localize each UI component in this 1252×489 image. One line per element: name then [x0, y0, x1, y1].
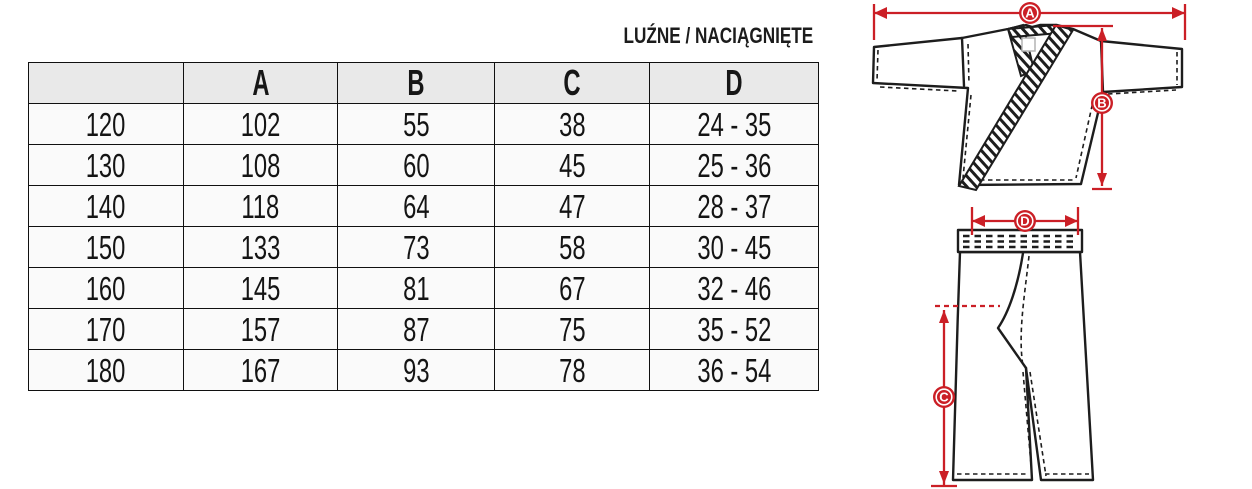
measure-a-label: A [1025, 5, 1035, 21]
cell-b: 73 [338, 227, 495, 268]
arrow-up-icon [939, 310, 949, 323]
size-table-header [29, 63, 819, 104]
cell-a: 102 [184, 104, 338, 145]
cell-b: 55 [338, 104, 495, 145]
jacket-diagram [873, 2, 1185, 190]
cell-b: 81 [338, 268, 495, 309]
cell-c: 47 [495, 186, 650, 227]
measure-b-label: B [1097, 95, 1107, 111]
measurement-diagram [860, 0, 1252, 489]
cell-c: 38 [495, 104, 650, 145]
header-cell-c: C [495, 63, 650, 104]
table-row [29, 350, 819, 391]
cell-b: 60 [338, 145, 495, 186]
table-row [29, 145, 819, 186]
cell-b: 93 [338, 350, 495, 391]
header-cell-d: D [650, 63, 819, 104]
cell-a: 157 [184, 309, 338, 350]
cell-d: 35 - 52 [650, 309, 819, 350]
measure-c-label: C [939, 389, 949, 405]
cell-size: 180 [29, 350, 184, 391]
cell-d: 28 - 37 [650, 186, 819, 227]
pants-outline [953, 252, 1093, 480]
arrow-up-icon [1097, 28, 1107, 41]
measure-badge-a [1019, 2, 1041, 24]
cell-b: 87 [338, 309, 495, 350]
cell-c: 58 [495, 227, 650, 268]
table-row [29, 268, 819, 309]
cell-size: 170 [29, 309, 184, 350]
table-row [29, 227, 819, 268]
arrow-down-icon [1097, 173, 1107, 186]
cell-a: 167 [184, 350, 338, 391]
header-cell-b: B [338, 63, 495, 104]
cell-c: 45 [495, 145, 650, 186]
cell-d: 25 - 36 [650, 145, 819, 186]
measure-badge-b [1091, 92, 1113, 114]
measure-badge-c [933, 386, 955, 408]
arrow-right-icon [1065, 215, 1078, 227]
size-table-body [29, 104, 819, 391]
measure-badge-d [1014, 210, 1036, 232]
cell-d: 32 - 46 [650, 268, 819, 309]
cell-d: 24 - 35 [650, 104, 819, 145]
header-row [29, 63, 819, 104]
cell-b: 64 [338, 186, 495, 227]
fit-note-text: LUŹNE / NACIĄGNIĘTE [623, 23, 813, 48]
neck-tag [1022, 38, 1035, 51]
cell-size: 160 [29, 268, 184, 309]
measure-d-label: D [1020, 213, 1030, 229]
cell-c: 67 [495, 268, 650, 309]
cell-c: 75 [495, 309, 650, 350]
cell-a: 108 [184, 145, 338, 186]
cell-a: 145 [184, 268, 338, 309]
header-cell-size [29, 63, 184, 104]
cell-size: 130 [29, 145, 184, 186]
cell-size: 150 [29, 227, 184, 268]
arrow-left-icon [972, 215, 985, 227]
fit-note-label [0, 23, 813, 49]
arrow-left-icon [874, 7, 887, 19]
pants-diagram [931, 207, 1093, 486]
cell-d: 36 - 54 [650, 350, 819, 391]
cell-size: 140 [29, 186, 184, 227]
cell-c: 78 [495, 350, 650, 391]
table-row [29, 186, 819, 227]
cell-a: 118 [184, 186, 338, 227]
table-row [29, 104, 819, 145]
cell-d: 30 - 45 [650, 227, 819, 268]
header-cell-a: A [184, 63, 338, 104]
arrow-right-icon [1172, 7, 1185, 19]
cell-a: 133 [184, 227, 338, 268]
cell-size: 120 [29, 104, 184, 145]
table-row [29, 309, 819, 350]
arrow-down-icon [939, 471, 949, 484]
size-table [28, 62, 819, 391]
